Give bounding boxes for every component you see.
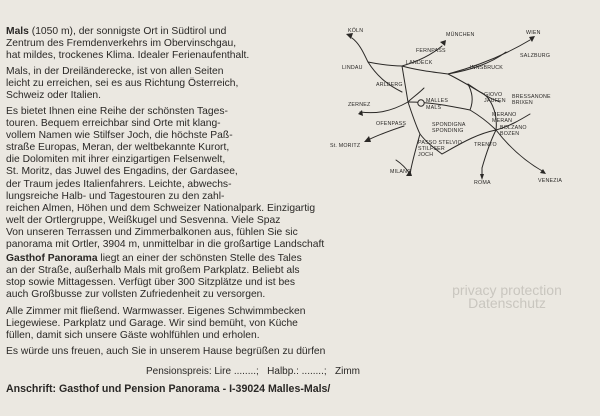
intro-paragraph: Mals (1050 m), der sonnigste Ort in Südtirol und Zentrum des Fremdenverkehrs im Obervinschgau, hat mildes, trockenes Klima. Idealer Ferienaufenthalt. xyxy=(6,26,250,62)
map-label-bolzano: BOLZANO xyxy=(500,125,527,131)
map-label-salzburg: SALZBURG xyxy=(520,53,551,59)
map-label-ofenpass: OFENPASS xyxy=(376,121,407,127)
map-label-bressanone: BRESSANONE xyxy=(512,94,551,100)
map-label-munchen: MÜNCHEN xyxy=(446,32,475,38)
map-label-meran: MERAN xyxy=(492,118,513,124)
map-label-jaufen: JAUFEN xyxy=(484,98,506,104)
map-label-joch: JOCH xyxy=(418,152,434,158)
map-label-roma: ROMA xyxy=(474,180,491,186)
half-board-price: Halbp.: ........; xyxy=(267,366,327,377)
map-label-wien: WIEN xyxy=(526,30,541,36)
map-label-koln: KÖLN xyxy=(348,28,364,34)
excursions-paragraph: Es bietet Ihnen eine Reihe der schönsten Tages- touren. Bequem erreichbar sind Orte mit klang- vollem Namen wie Stilfser Joch, die höchste Paß- straße Europas, Meran, der weltbekannte Kurort, die Dolomiten mit ihrer einzigartigen Felsenwelt, St. Moritz, das Juwel des Engadins, der Gardasee, der Traum jedes Italienfahrers. Leichte, abwechs- lungsreiche Halb- und Tagestouren zu den zahl- reichen Almen, Höhen und dem Schweizer Nationalpark. Einzigartig welt der Ortlergruppe, Weißkugel und Sesvenna. Viele Spaz Von unseren Terrassen und Zimmerbalkonen aus, fühlen Sie sic panorama mit Ortler, 3904 m, unmittelbar in die großartige Landschaft xyxy=(6,106,325,251)
map-label-lindau: LINDAU xyxy=(342,65,363,71)
room-price: Zimm xyxy=(334,366,360,377)
map-label-malles: MALLES xyxy=(426,98,449,104)
price-line xyxy=(146,366,396,378)
hotel-paragraph: Gasthof Panorama liegt an einer der schönsten Stelle des Tales an der Straße, außerhalb Mals mit großem Parkplatz. Beliebt als stop sowie Mittagessen. Verfügt über 300 Sitzplätze und ist bes auch Großbusse zur vollsten Zufriedenheit zu versorgen. xyxy=(6,253,302,301)
map-arrows xyxy=(346,33,546,180)
map-label-zernez: ZERNEZ xyxy=(348,102,371,108)
map-label-spondigna: SPONDIGNA xyxy=(432,122,466,128)
arrow-munchen-icon xyxy=(440,40,446,46)
mals-marker-icon xyxy=(418,100,424,106)
map-label-merano: MERANO xyxy=(492,112,517,118)
map-roads xyxy=(352,38,544,178)
map-label-venezia: VENEZIA xyxy=(538,178,563,184)
hotel-name: Gasthof Panorama xyxy=(6,253,98,264)
map-label-fernpass: FERNPASS xyxy=(416,48,446,54)
map-label-trento: TRENTO xyxy=(474,142,497,148)
map-label-st-moritz: St. MORITZ xyxy=(330,143,361,149)
map-label-stilfser: STILFSER xyxy=(418,146,445,152)
location-paragraph: Mals, in der Dreiländerecke, ist von allen Seiten leicht zu erreichen, sei es aus Richtung Österreich, Schweiz oder Italien. xyxy=(6,66,239,102)
map-label-spondinig: SPONDINIG xyxy=(432,128,464,134)
welcome-line: Es würde uns freuen, auch Sie in unserem Hause begrüßen zu dürfen xyxy=(6,346,326,357)
map-label-bozen: BOZEN xyxy=(500,131,520,137)
pension-price: Pensionspreis: Lire ........; xyxy=(146,366,259,377)
map-label-giovo: GIOVO xyxy=(484,92,503,98)
map-label-arlberg: ARLBERG xyxy=(376,82,403,88)
place-name: Mals xyxy=(6,26,29,37)
arrow-zernez-icon xyxy=(358,110,363,116)
arrow-st-moritz-icon xyxy=(364,136,371,142)
map-label-milano: MILANO xyxy=(390,169,412,175)
map-label-brixen: BRIXEN xyxy=(512,100,533,106)
map-label-landeck: LANDECK xyxy=(406,60,433,66)
map-label-innsbruck: INNSBRUCK xyxy=(470,65,503,71)
route-map xyxy=(320,22,585,187)
rooms-paragraph: Alle Zimmer mit fließend. Warmwasser. Eigenes Schwimmbecken Liegewiese. Parkplatz und Garage. Wir sind bemüht, von Küche füllen, damit sich unsere Gäste wohlfühlen und erholen. xyxy=(6,306,306,342)
map-label-passo-stelvio: PASSO STELVIO xyxy=(418,140,462,146)
privacy-watermark: privacy protection Datenschutz xyxy=(452,282,562,311)
arrow-wien-icon xyxy=(529,36,535,42)
map-label-mals: MALS xyxy=(426,105,442,111)
address-footer: Anschrift: Gasthof und Pension Panorama - I-39024 Malles-Mals/ xyxy=(6,383,331,395)
